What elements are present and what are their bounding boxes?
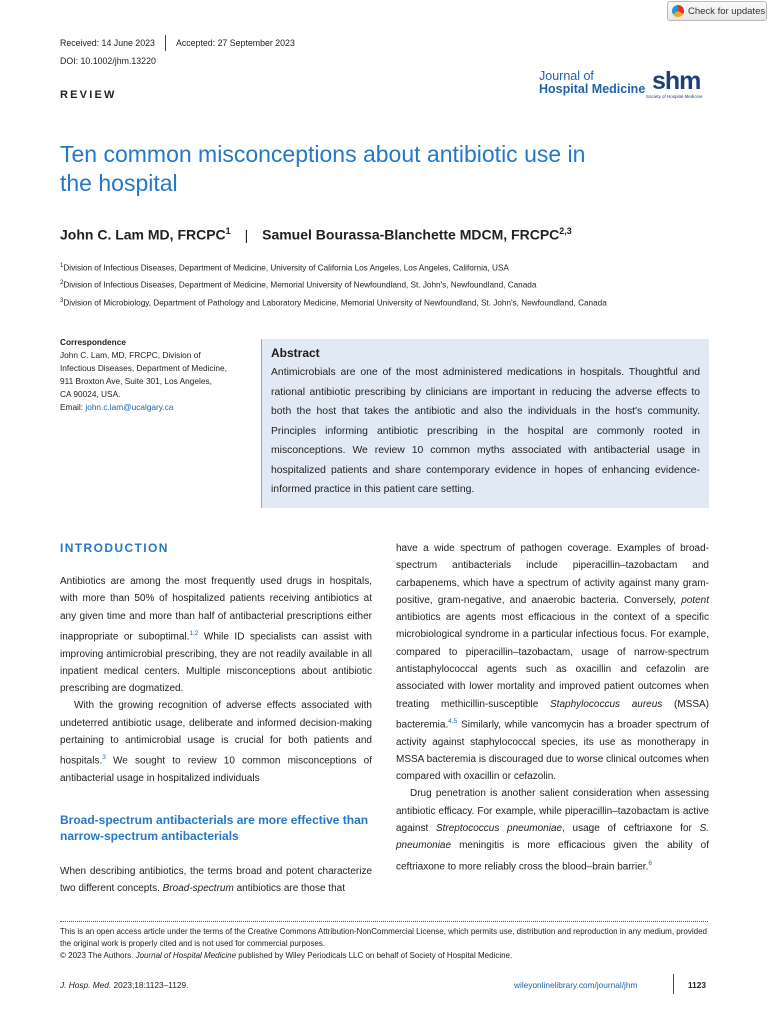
correspondence-line: CA 90024, USA. (60, 389, 121, 399)
text-run: antibiotics are those that (233, 883, 345, 895)
paragraph (396, 785, 709, 875)
page-number: 1123 (688, 980, 706, 990)
copyright-line (60, 950, 710, 962)
affiliation-num: 3 (60, 298, 64, 304)
text-run: When describing antibiotics, the terms broad and potent characterize two different concepts. (60, 866, 372, 895)
abstract-box (261, 339, 709, 508)
text-run: With the growing recognition of adverse effects associated with undeterred antibiotic usage, deliberate and informed decision-making pertaining to antimicrobial usage is crucial for both patients and hospitals. (60, 700, 372, 767)
volume-pages: 2023;18:1123–1129. (111, 980, 189, 990)
crossmark-icon (672, 5, 684, 17)
shm-logo[interactable]: shm (652, 67, 701, 95)
affiliation-num: 1 (60, 263, 64, 269)
correspondence (60, 336, 250, 414)
journal-url-link[interactable]: wileyonlinelibrary.com/journal/jhm (514, 980, 638, 990)
text-run: Drug penetration is another salient consideration when assessing antibiotic efficacy. For example, while piperacillin–tazobactam is active against (396, 788, 709, 835)
right-column-body (396, 540, 709, 875)
check-for-updates-button[interactable] (667, 1, 767, 21)
emphasis: S. pneumoniae (396, 823, 710, 852)
author-2[interactable]: Samuel Bourassa-Blanchette MDCM, FRCPC (262, 226, 560, 243)
correspondence-line: Infectious Diseases, Department of Medicine, (60, 363, 227, 373)
footer-citation (60, 980, 188, 990)
text-run: Similarly, while vancomycin has a broader spectrum of activity against staphylococcal species, its use as monotherapy in MSSA bacteremia is discouraged due to worse clinical outcomes when compared with oxacillin or cefazolin. (396, 719, 709, 783)
emphasis: Journal of Hospital Medicine (135, 951, 237, 960)
abstract-rule (261, 339, 262, 508)
abstract-text: Antimicrobials are one of the most administered medications in hospitals. Thoughtful and rational antibiotic prescribing by clinicians are important in reducing the adverse effects to both the host that takes the antibiotic and also the individuals in the host's community. Principles informing antibiotic prescribing in the hospital are commonly rooted in misconceptions. We review 10 common myths associated with antibacterial usage in hospitalized patients and share contemporary evidence in hopes of enhancing evidence-informed practice in this patient care setting. (271, 367, 700, 495)
affiliation-text: Division of Infectious Diseases, Department of Medicine, University of California Los Angeles, Los Angeles, California, USA (63, 263, 509, 273)
text-run: , usage of ceftriaxone for (562, 823, 700, 835)
text-run: While ID specialists can assist with improving antimicrobial prescribing, they are not readily available in all inpatient medical centers. Multiple misconceptions about antibiotic prescribing are dogmatized. (60, 631, 372, 695)
correspondence-line: John C. Lam, MD, FRCPC, Division of (60, 350, 201, 360)
affiliation (60, 280, 536, 290)
accepted-date: Accepted: 27 September 2023 (176, 38, 295, 48)
license-notice (60, 926, 710, 962)
citation-ref[interactable]: 6 (648, 859, 652, 867)
doi[interactable]: DOI: 10.1002/jhm.13220 (60, 56, 156, 66)
text-run: antibiotics are agents most efficacious in the context of a specific microbiological syndrome in a particular infectious focus. For example, compared to piperacillin–tazobactam, usage of narrow-spectrum antistaphylococcal agents such as oxacillin and cefazolin are associated with lower mortality and improved patient outcomes when treating methicillin-susceptible (396, 612, 709, 710)
email-label: Email: (60, 402, 86, 412)
journal-logo-line1: Journal of (539, 69, 594, 83)
text-run: published by Wiley Periodicals LLC on behalf of Society of Hospital Medicine. (236, 951, 513, 960)
journal-logo[interactable] (539, 70, 645, 96)
emphasis: Broad-spectrum (162, 883, 234, 895)
text-run: Antibiotics are among the most frequently used drugs in hospitals, with more than 50% of hospitalized patients receiving antibiotics at any given time and more than half of antibacterial prescriptions either inappropriate or suboptimal. (60, 576, 372, 643)
author-list (60, 226, 572, 243)
text-run: have a wide spectrum of pathogen coverage. Examples of broad-spectrum antibacterials include piperacillin–tazobactam and carbapenems, which have a spectrum of activity against many gram-positive, gram-negative, and anaerobic bacteria. Conversely, (396, 543, 709, 606)
affiliation (60, 263, 509, 273)
license-divider (60, 921, 708, 922)
article-type: REVIEW (60, 89, 117, 101)
emphasis: Streptococcus pneumoniae (435, 823, 563, 835)
affiliation-text: Division of Infectious Diseases, Department of Medicine, Memorial University of Newfoundland, St. John's, Newfoundland, Canada (63, 280, 537, 290)
text-run: (MSSA) bacteremia. (396, 698, 710, 731)
text-run: meningitis is more efficacious given the ability of ceftriaxone to more reliably cross the blood–brain barrier. (396, 840, 709, 872)
author-2-affil: 2,3 (559, 226, 572, 236)
emphasis: potent (681, 594, 709, 606)
email-link[interactable]: john.c.lam@ucalgary.ca (85, 402, 174, 412)
correspondence-email-row (60, 401, 250, 414)
correspondence-line: 911 Broxton Ave, Suite 301, Los Angeles, (60, 376, 212, 386)
license-text: This is an open access article under the terms of the Creative Commons Attribution-NonCommercial License, which permits use, distribution and reproduction in any medium, provided the original work is properly cited and is not used for commercial purposes. (60, 927, 707, 948)
correspondence-heading: Correspondence (60, 337, 126, 347)
affiliation (60, 298, 607, 308)
emphasis: Staphylococcus aureus (550, 698, 663, 710)
paragraph (396, 540, 709, 785)
footer-url-wrap (514, 980, 637, 990)
header-divider (165, 35, 166, 51)
paragraph (60, 697, 372, 787)
text-run: © 2023 The Authors. (60, 951, 136, 960)
citation-ref[interactable]: 4,5 (448, 717, 458, 725)
paragraph (60, 863, 372, 898)
affiliation-num: 2 (60, 280, 64, 286)
section1-body (60, 863, 372, 898)
received-date: Received: 14 June 2023 (60, 38, 155, 48)
author-1[interactable]: John C. Lam MD, FRCPC (60, 226, 226, 243)
journal-abbrev: J. Hosp. Med. (60, 980, 112, 990)
affiliation-text: Division of Microbiology, Department of Pathology and Laboratory Medicine, Memorial University of Newfoundland, St. John's, Newfoundland, Canada (63, 298, 607, 308)
paragraph (60, 573, 372, 697)
citation-ref[interactable]: 1,2 (189, 629, 199, 637)
shm-logo-subtitle: Society of Hospital Medicine (646, 94, 703, 99)
article-title: Ten common misconceptions about antibiotic use in the hospital (60, 141, 586, 196)
intro-body (60, 573, 372, 787)
journal-logo-line2: Hospital Medicine (539, 82, 646, 96)
check-for-updates-label: Check for updates (688, 5, 766, 17)
section-heading-broad-spectrum: Broad-spectrum antibacterials are more effective than narrow-spectrum antibacterials (60, 813, 369, 843)
citation-ref[interactable]: 3 (102, 754, 106, 762)
section-heading-introduction: INTRODUCTION (60, 541, 169, 555)
author-1-affil: 1 (225, 226, 231, 236)
author-separator: | (244, 226, 249, 243)
abstract-heading: Abstract (271, 346, 320, 360)
text-run: We sought to review 10 common misconceptions of antibacterial usage in hospitalized individuals (60, 755, 372, 784)
footer-divider (673, 974, 674, 994)
